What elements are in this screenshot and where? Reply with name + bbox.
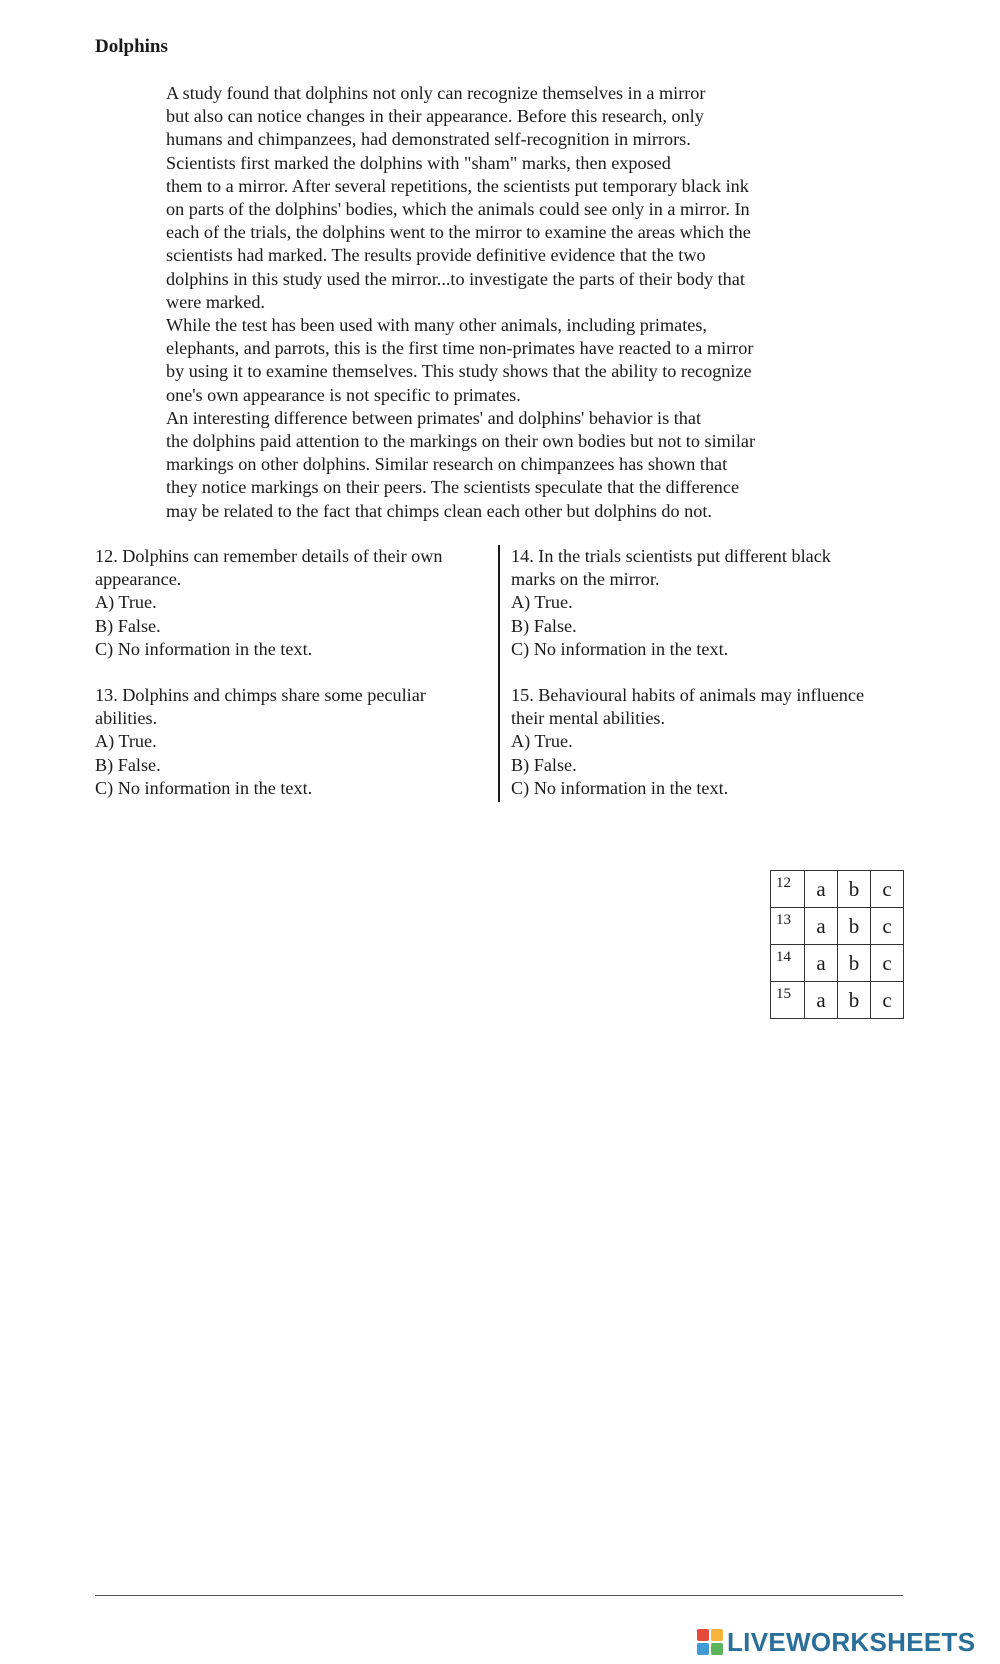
question-12 [95, 545, 495, 661]
passage-line: While the test has been used with many other animals, including primates, [166, 315, 707, 336]
question-14 [511, 545, 911, 661]
option-b: B) False. [95, 615, 161, 636]
answer-row-13 [771, 908, 904, 945]
reading-passage [166, 82, 826, 523]
option-b: B) False. [511, 615, 577, 636]
question-stem: marks on the mirror. [511, 569, 660, 590]
option-a: A) True. [95, 592, 157, 613]
passage-line: dolphins in this study used the mirror...to investigate the parts of their body that [166, 268, 745, 289]
answer-row-15 [771, 982, 904, 1019]
logo-square-yellow [711, 1629, 723, 1641]
answer-row-14 [771, 945, 904, 982]
passage-line: one's own appearance is not specific to primates. [166, 384, 521, 405]
question-stem: 13. Dolphins and chimps share some peculiar [95, 685, 426, 705]
answer-row-number: 13 [771, 908, 805, 945]
answer-choice-a[interactable]: a [805, 908, 838, 945]
passage-line: each of the trials, the dolphins went to the mirror to examine the areas which the [166, 222, 751, 243]
passage-line: elephants, and parrots, this is the first time non-primates have reacted to a mirror [166, 338, 754, 359]
answer-choice-a[interactable]: a [805, 982, 838, 1019]
answer-choice-b[interactable]: b [838, 945, 871, 982]
answer-choice-b[interactable]: b [838, 982, 871, 1019]
option-b: B) False. [511, 754, 577, 775]
answer-choice-c[interactable]: c [871, 982, 904, 1019]
question-15 [511, 684, 911, 800]
answer-choice-b[interactable]: b [838, 871, 871, 908]
passage-line: but also can notice changes in their appearance. Before this research, only [166, 106, 704, 127]
worksheet-title: Dolphins [95, 36, 168, 57]
question-stem: their mental abilities. [511, 708, 666, 729]
answer-choice-c[interactable]: c [871, 871, 904, 908]
option-c: C) No information in the text. [511, 777, 729, 798]
passage-line: scientists had marked. The results provide definitive evidence that the two [166, 245, 706, 266]
passage-line: the dolphins paid attention to the markings on their own bodies but not to similar [166, 431, 755, 452]
liveworksheets-logo-icon [697, 1629, 723, 1655]
answer-row-number: 14 [771, 945, 805, 982]
answer-row-12 [771, 871, 904, 908]
passage-line: by using it to examine themselves. This study shows that the ability to recognize [166, 361, 752, 382]
option-a: A) True. [95, 731, 157, 752]
passage-line: them to a mirror. After several repetitions, the scientists put temporary black ink [166, 175, 749, 196]
option-a: A) True. [511, 731, 573, 752]
logo-square-red [697, 1629, 709, 1641]
option-c: C) No information in the text. [95, 638, 313, 659]
answer-grid [770, 870, 904, 1019]
passage-line: humans and chimpanzees, had demonstrated self-recognition in mirrors. [166, 129, 691, 150]
question-stem: abilities. [95, 708, 158, 729]
passage-line: markings on other dolphins. Similar research on chimpanzees has shown that [166, 454, 728, 475]
answer-choice-c[interactable]: c [871, 908, 904, 945]
passage-line: were marked. [166, 291, 265, 312]
question-stem: 12. Dolphins can remember details of their own [95, 546, 443, 566]
answer-row-number: 15 [771, 982, 805, 1019]
option-c: C) No information in the text. [95, 777, 313, 798]
question-stem: 15. Behavioural habits of animals may influence [511, 685, 865, 705]
option-c: C) No information in the text. [511, 638, 729, 659]
passage-line: An interesting difference between primates' and dolphins' behavior is that [166, 407, 702, 428]
passage-line: may be related to the fact that chimps clean each other but dolphins do not. [166, 500, 712, 521]
passage-line: Scientists first marked the dolphins with "sham" marks, then exposed [166, 152, 671, 173]
liveworksheets-brand[interactable] [697, 1628, 975, 1656]
answer-choice-b[interactable]: b [838, 908, 871, 945]
column-divider [498, 545, 500, 802]
brand-name: LIVEWORKSHEETS [727, 1626, 976, 1657]
option-a: A) True. [511, 592, 573, 613]
logo-square-blue [697, 1643, 709, 1655]
option-b: B) False. [95, 754, 161, 775]
passage-line: they notice markings on their peers. The scientists speculate that the difference [166, 477, 740, 498]
answer-row-number: 12 [771, 871, 805, 908]
answer-choice-c[interactable]: c [871, 945, 904, 982]
question-stem: appearance. [95, 569, 182, 590]
passage-line: A study found that dolphins not only can recognize themselves in a mirror [166, 83, 706, 103]
question-13 [95, 684, 495, 800]
question-stem: 14. In the trials scientists put different black [511, 546, 831, 566]
logo-square-green [711, 1643, 723, 1655]
answer-choice-a[interactable]: a [805, 871, 838, 908]
questions-section [95, 545, 905, 802]
answer-choice-a[interactable]: a [805, 945, 838, 982]
footer-divider [95, 1595, 903, 1596]
passage-line: on parts of the dolphins' bodies, which the animals could see only in a mirror. In [166, 199, 750, 220]
